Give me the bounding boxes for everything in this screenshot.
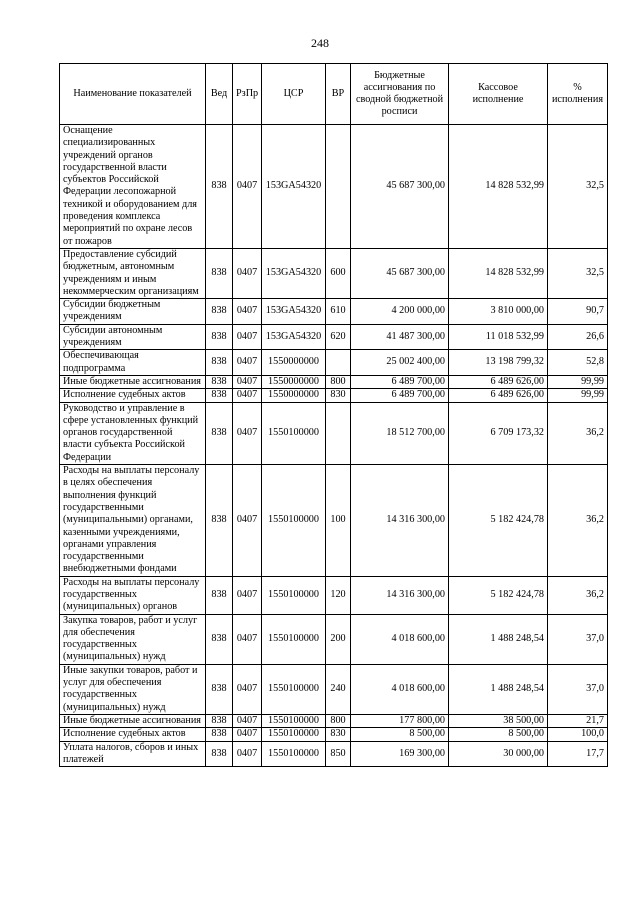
cell-name: Иные закупки товаров, работ и услуг для обеспечения государственных (муниципальных) нужд: [60, 664, 206, 714]
cell-ved: 838: [206, 728, 233, 741]
cell-vr: 120: [326, 576, 351, 614]
cell-cash: 11 018 532,99: [449, 324, 548, 350]
cell-percent: 90,7: [548, 299, 608, 325]
budget-execution-table: [59, 63, 608, 767]
cell-ved: 838: [206, 402, 233, 464]
cell-ved: 838: [206, 299, 233, 325]
cell-name: Предоставление субсидий бюджетным, автономным учреждениям и иным некоммерческим организациям: [60, 248, 206, 298]
cell-budget: 14 316 300,00: [351, 465, 449, 577]
cell-cash: 5 182 424,78: [449, 465, 548, 577]
header-name: Наименование показателей: [60, 64, 206, 125]
cell-cash: 6 489 626,00: [449, 375, 548, 388]
cell-cash: 14 828 532,99: [449, 248, 548, 298]
cell-name: Субсидии автономным учреждениям: [60, 324, 206, 350]
cell-cash: 13 198 799,32: [449, 350, 548, 376]
header-rzpr: РзПр: [233, 64, 262, 125]
cell-rzpr: 0407: [233, 664, 262, 714]
header-vr: ВР: [326, 64, 351, 125]
cell-ved: 838: [206, 576, 233, 614]
table-row: [60, 576, 608, 614]
cell-name: Обеспечивающая подпрограмма: [60, 350, 206, 376]
cell-budget: 8 500,00: [351, 728, 449, 741]
cell-name: Оснащение специализированных учреждений органов государственной власти субъектов Российской Федерации лесопожарной техникой и оборудованием для проведения комплекса мероприятий по охране лесов от пожаров: [60, 125, 206, 249]
table-row: [60, 389, 608, 402]
cell-rzpr: 0407: [233, 324, 262, 350]
header-budget: Бюджетные ассигнования по сводной бюджетной росписи: [351, 64, 449, 125]
cell-percent: 99,99: [548, 375, 608, 388]
cell-name: Субсидии бюджетным учреждениям: [60, 299, 206, 325]
cell-rzpr: 0407: [233, 299, 262, 325]
cell-name: Руководство и управление в сфере установленных функций органов государственной власти субъекта Российской Федерации: [60, 402, 206, 464]
cell-percent: 37,0: [548, 614, 608, 664]
cell-name: Уплата налогов, сборов и иных платежей: [60, 741, 206, 767]
cell-ved: 838: [206, 375, 233, 388]
cell-cash: 3 810 000,00: [449, 299, 548, 325]
table-header-row: [60, 64, 608, 125]
cell-percent: 26,6: [548, 324, 608, 350]
table-row: [60, 324, 608, 350]
cell-vr: [326, 402, 351, 464]
cell-csr: 1550100000: [262, 465, 326, 577]
cell-csr: 1550000000: [262, 375, 326, 388]
cell-ved: 838: [206, 248, 233, 298]
cell-rzpr: 0407: [233, 614, 262, 664]
cell-ved: 838: [206, 350, 233, 376]
cell-name: Иные бюджетные ассигнования: [60, 714, 206, 727]
cell-rzpr: 0407: [233, 465, 262, 577]
cell-csr: 153GA54320: [262, 125, 326, 249]
cell-budget: 18 512 700,00: [351, 402, 449, 464]
table-row: [60, 248, 608, 298]
cell-rzpr: 0407: [233, 375, 262, 388]
cell-vr: 850: [326, 741, 351, 767]
cell-csr: 1550100000: [262, 728, 326, 741]
cell-vr: 600: [326, 248, 351, 298]
cell-percent: 36,2: [548, 402, 608, 464]
cell-rzpr: 0407: [233, 248, 262, 298]
cell-budget: 45 687 300,00: [351, 248, 449, 298]
cell-percent: 21,7: [548, 714, 608, 727]
cell-vr: 620: [326, 324, 351, 350]
cell-vr: 200: [326, 614, 351, 664]
table-row: [60, 350, 608, 376]
cell-csr: 1550100000: [262, 664, 326, 714]
cell-ved: 838: [206, 125, 233, 249]
cell-percent: 100,0: [548, 728, 608, 741]
cell-percent: 36,2: [548, 465, 608, 577]
cell-budget: 14 316 300,00: [351, 576, 449, 614]
cell-cash: 1 488 248,54: [449, 614, 548, 664]
page-number: 248: [311, 36, 329, 50]
cell-budget: 6 489 700,00: [351, 375, 449, 388]
cell-csr: 153GA54320: [262, 324, 326, 350]
cell-cash: 1 488 248,54: [449, 664, 548, 714]
cell-csr: 1550100000: [262, 714, 326, 727]
cell-csr: 1550100000: [262, 576, 326, 614]
cell-vr: 100: [326, 465, 351, 577]
cell-name: Исполнение судебных актов: [60, 728, 206, 741]
cell-vr: 800: [326, 714, 351, 727]
header-csr: ЦСР: [262, 64, 326, 125]
cell-csr: 1550100000: [262, 614, 326, 664]
cell-percent: 32,5: [548, 125, 608, 249]
cell-name: Расходы на выплаты персоналу в целях обеспечения выполнения функций государственными (муниципальными) органами, казенными учреждениями, органами управления государственными внебюджетными фондами: [60, 465, 206, 577]
cell-csr: 153GA54320: [262, 299, 326, 325]
cell-percent: 37,0: [548, 664, 608, 714]
header-ved: Вед: [206, 64, 233, 125]
cell-budget: 169 300,00: [351, 741, 449, 767]
cell-budget: 25 002 400,00: [351, 350, 449, 376]
cell-ved: 838: [206, 714, 233, 727]
table-body: [60, 125, 608, 767]
cell-percent: 52,8: [548, 350, 608, 376]
cell-rzpr: 0407: [233, 389, 262, 402]
cell-name: Закупка товаров, работ и услуг для обеспечения государственных (муниципальных) нужд: [60, 614, 206, 664]
cell-cash: 14 828 532,99: [449, 125, 548, 249]
cell-csr: 1550000000: [262, 350, 326, 376]
cell-budget: 41 487 300,00: [351, 324, 449, 350]
cell-rzpr: 0407: [233, 350, 262, 376]
cell-budget: 4 200 000,00: [351, 299, 449, 325]
cell-rzpr: 0407: [233, 741, 262, 767]
cell-name: Иные бюджетные ассигнования: [60, 375, 206, 388]
table-row: [60, 741, 608, 767]
cell-csr: 1550100000: [262, 402, 326, 464]
table-row: [60, 664, 608, 714]
cell-csr: 153GA54320: [262, 248, 326, 298]
cell-vr: 830: [326, 728, 351, 741]
cell-cash: 6 489 626,00: [449, 389, 548, 402]
table-row: [60, 299, 608, 325]
table-row: [60, 728, 608, 741]
cell-vr: 830: [326, 389, 351, 402]
cell-rzpr: 0407: [233, 728, 262, 741]
cell-rzpr: 0407: [233, 402, 262, 464]
cell-name: Исполнение судебных актов: [60, 389, 206, 402]
cell-rzpr: 0407: [233, 125, 262, 249]
cell-percent: 32,5: [548, 248, 608, 298]
cell-ved: 838: [206, 324, 233, 350]
cell-cash: 8 500,00: [449, 728, 548, 741]
cell-cash: 30 000,00: [449, 741, 548, 767]
table-row: [60, 375, 608, 388]
cell-ved: 838: [206, 741, 233, 767]
table-row: [60, 714, 608, 727]
cell-budget: 6 489 700,00: [351, 389, 449, 402]
cell-cash: 38 500,00: [449, 714, 548, 727]
cell-ved: 838: [206, 614, 233, 664]
cell-ved: 838: [206, 664, 233, 714]
cell-budget: 45 687 300,00: [351, 125, 449, 249]
cell-budget: 4 018 600,00: [351, 614, 449, 664]
table-row: [60, 614, 608, 664]
cell-ved: 838: [206, 389, 233, 402]
cell-percent: 99,99: [548, 389, 608, 402]
cell-percent: 17,7: [548, 741, 608, 767]
cell-csr: 1550100000: [262, 741, 326, 767]
cell-name: Расходы на выплаты персоналу государственных (муниципальных) органов: [60, 576, 206, 614]
cell-percent: 36,2: [548, 576, 608, 614]
cell-budget: 177 800,00: [351, 714, 449, 727]
cell-vr: 240: [326, 664, 351, 714]
cell-vr: 800: [326, 375, 351, 388]
table-row: [60, 402, 608, 464]
cell-vr: [326, 125, 351, 249]
table-row: [60, 465, 608, 577]
cell-ved: 838: [206, 465, 233, 577]
cell-rzpr: 0407: [233, 576, 262, 614]
header-percent: % исполнения: [548, 64, 608, 125]
header-cash: Кассовое исполнение: [449, 64, 548, 125]
cell-cash: 6 709 173,32: [449, 402, 548, 464]
table-row: [60, 125, 608, 249]
cell-budget: 4 018 600,00: [351, 664, 449, 714]
cell-cash: 5 182 424,78: [449, 576, 548, 614]
cell-vr: 610: [326, 299, 351, 325]
cell-vr: [326, 350, 351, 376]
cell-csr: 1550000000: [262, 389, 326, 402]
cell-rzpr: 0407: [233, 714, 262, 727]
